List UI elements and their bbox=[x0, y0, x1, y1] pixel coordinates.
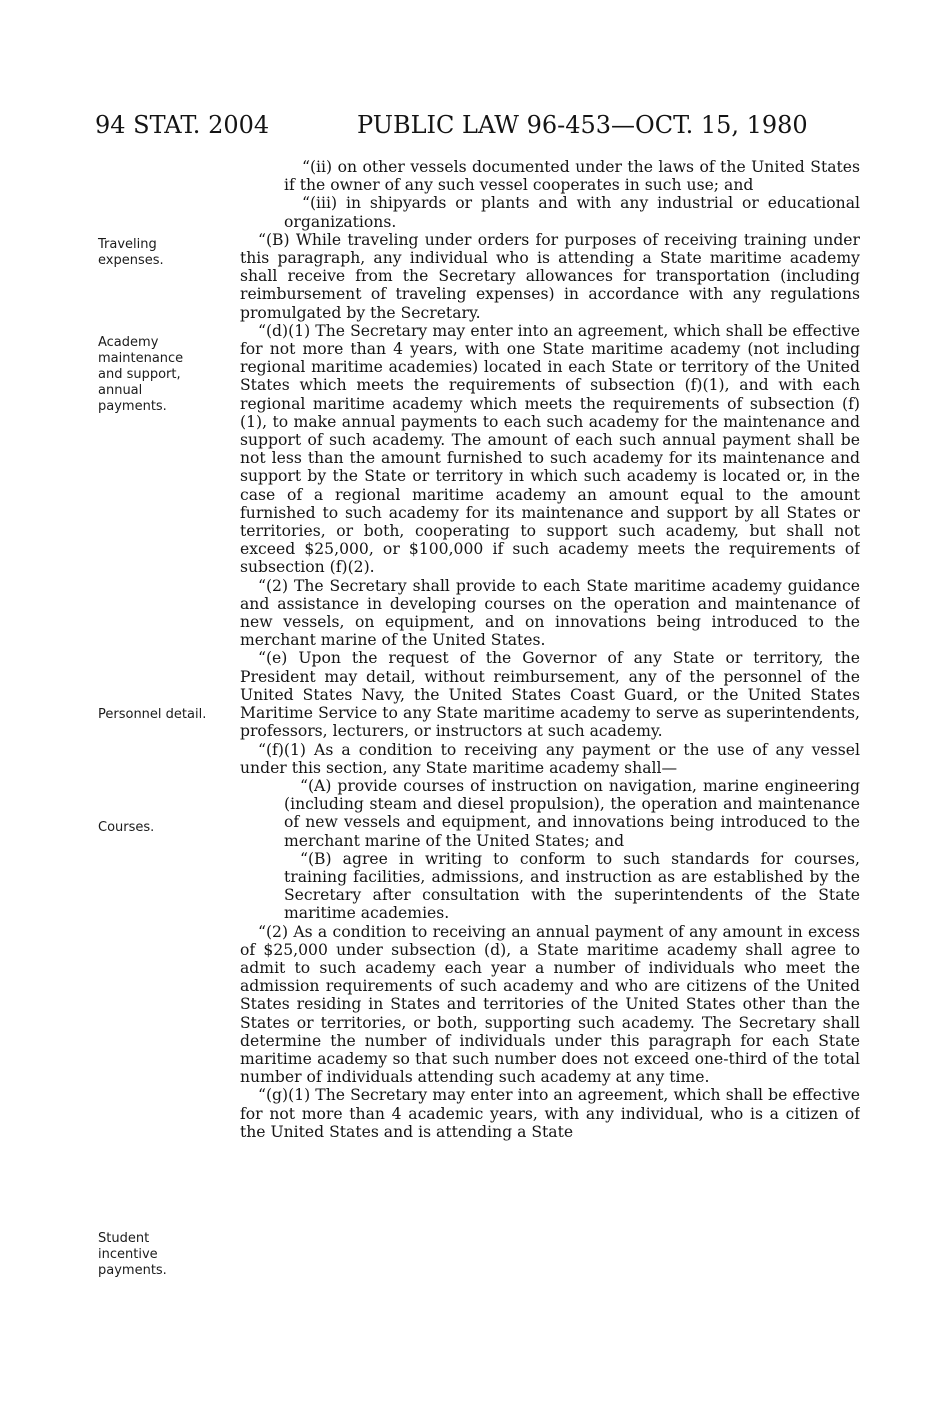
paragraph-c-a-ii: “(ii) on other vessels documented under the laws of the United States if the owner of any such vessel cooperates in such use; and bbox=[284, 158, 860, 195]
paragraph-g-1: “(g)(1) The Secretary may enter into an agreement, which shall be effective for not more than 4 academic years, with any individual, who is a citizen of the United States and is attending a State bbox=[240, 1086, 860, 1141]
margin-note-student: Student incentive payments. bbox=[98, 1231, 167, 1278]
stat-reference: 94 STAT. 2004 bbox=[95, 111, 270, 139]
paragraph-f-2: “(2) As a condition to receiving an annual payment of any amount in excess of $25,000 under subsection (d), a State maritime academy shall agree to admit to such academy each year a number of individuals who meet the admission requirements of such academy and who are citizens of the United States residing in States and territories of the United States other than the States or territories, or both, supporting such academy. The Secretary shall determine the number of individuals under this paragraph for each State maritime academy so that such number does not exceed one-third of the total number of individuals attending such academy at any time. bbox=[240, 922, 860, 1087]
margin-note-traveling: Traveling expenses. bbox=[98, 237, 164, 268]
paragraph-f-1-a: “(A) provide courses of instruction on navigation, marine engineering (including steam and diesel propulsion), the operation and maintenance of new vessels and equipment, and innovations being introduced to the merchant marine of the United States; and bbox=[284, 776, 860, 850]
paragraph-d-1: “(d)(1) The Secretary may enter into an agreement, which shall be effective for not more than 4 years, with one State maritime academy (not including regional maritime academies) located in each State or territory of the United States which meets the requirements of subsection (f)(1), and with each regional maritime academy which meets the requirements of subsection (f)(1), to make annual payments to each such academy for the maintenance and support of such academy. The amount of each such annual payment shall be not less than the amount furnished to such academy for its maintenance and support by the State or territory in which such academy is located or, in the case of a regional maritime academy an amount equal to the amount furnished to such academy for its maintenance and support by all States or territories, or both, cooperating to support such academy, but shall not exceed $25,000, or $100,000 if such academy meets the requirements of subsection (f)(2). bbox=[240, 321, 860, 577]
paragraph-f-1-b: “(B) agree in writing to conform to such standards for courses, training facilities, admissions, and instruction as are established by the Secretary after consultation with the superintendents of the State maritime academies. bbox=[284, 849, 860, 923]
paragraph-e: “(e) Upon the request of the Governor of any State or territory, the President may detail, without reimbursement, any of the personnel of the United States Navy, the United States Coast Guard, or the United States Maritime Service to any State maritime academy to serve as superintendents, professors, lecturers, or instructors at such academy. bbox=[240, 649, 860, 741]
margin-note-personnel: Personnel detail. bbox=[98, 707, 207, 722]
paragraph-c-a-iii: “(iii) in shipyards or plants and with any industrial or educational organizations. bbox=[284, 194, 860, 231]
paragraph-d-2: “(2) The Secretary shall provide to each State maritime academy guidance and assistance in developing courses on the operation and maintenance of new vessels, on equipment, and on innovations being introduced to the merchant marine of the United States. bbox=[240, 576, 860, 650]
law-title: PUBLIC LAW 96-453—OCT. 15, 1980 bbox=[357, 111, 808, 139]
paragraph-c-b: “(B) While traveling under orders for purposes of receiving training under this paragraph, any individual who is attending a State maritime academy shall receive from the Secretary allowances for transportation (including reimbursement of traveling expenses) in accordance with any regulations promulgated by the Secretary. bbox=[240, 230, 860, 322]
margin-note-academy: Academy maintenance and support, annual payments. bbox=[98, 335, 184, 414]
paragraph-f-1: “(f)(1) As a condition to receiving any payment or the use of any vessel under this section, any State maritime academy shall— bbox=[240, 740, 860, 777]
margin-note-courses: Courses. bbox=[98, 820, 155, 835]
statute-body bbox=[240, 158, 860, 1288]
